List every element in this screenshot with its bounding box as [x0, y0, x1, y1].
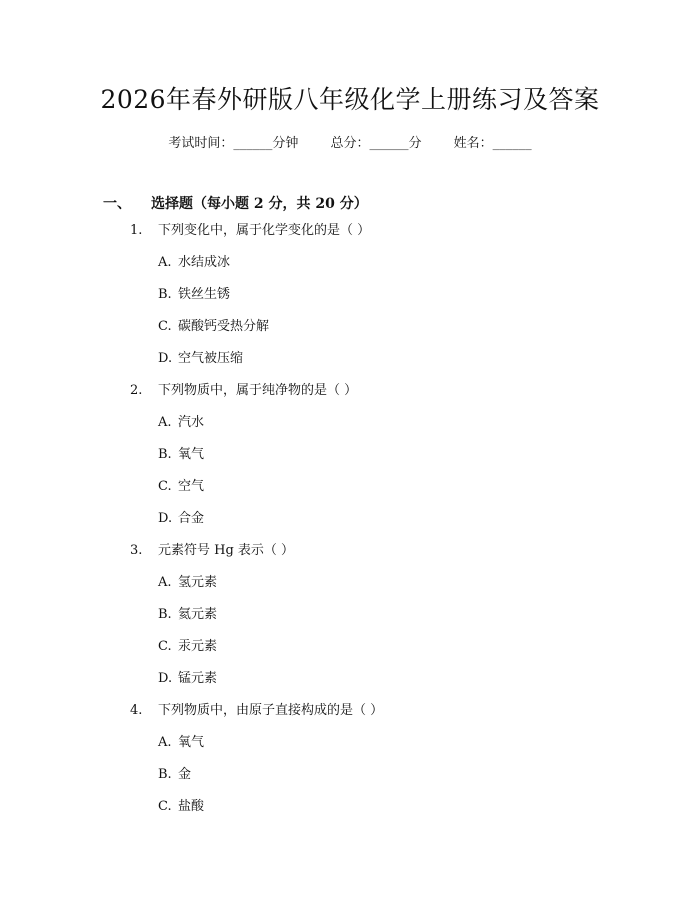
option-text: 空气 [178, 479, 205, 494]
option-4b [0, 759, 700, 791]
option-text: 水结成冰 [178, 255, 231, 270]
option-1a [0, 247, 700, 279]
section-number: 一、 [103, 196, 131, 212]
option-text: 盐酸 [178, 799, 205, 814]
option-text: 铁丝生锈 [178, 287, 231, 302]
question-1 [0, 215, 700, 247]
option-2d [0, 503, 700, 535]
section-heading [103, 193, 368, 213]
student-name: 姓名：______ [453, 136, 532, 151]
option-3b [0, 599, 700, 631]
option-label: B. [158, 287, 172, 302]
question-text: 下列变化中，属于化学变化的是（ ） [158, 223, 371, 238]
option-label: D. [158, 671, 173, 686]
option-3c [0, 631, 700, 663]
question-number: 2. [130, 383, 143, 398]
question-2 [0, 375, 700, 407]
question-text: 元素符号 Hg 表示（ ） [158, 543, 295, 558]
option-text: 金 [178, 767, 192, 782]
option-text: 氢元素 [178, 575, 218, 590]
option-label: B. [158, 767, 172, 782]
option-text: 碳酸钙受热分解 [178, 319, 270, 334]
option-text: 锰元素 [178, 671, 218, 686]
option-4c [0, 791, 700, 823]
option-label: A. [158, 255, 172, 270]
option-2b [0, 439, 700, 471]
exam-meta [0, 132, 700, 151]
option-1d [0, 343, 700, 375]
question-number: 4. [130, 703, 143, 718]
section-title: 选择题（每小题 2 分，共 20 分） [151, 196, 368, 212]
option-label: C. [158, 319, 172, 334]
question-number: 3. [130, 543, 143, 558]
option-label: C. [158, 479, 172, 494]
exam-score: 总分：______分 [330, 136, 422, 151]
option-4a [0, 727, 700, 759]
option-1c [0, 311, 700, 343]
option-label: D. [158, 511, 173, 526]
question-text: 下列物质中，属于纯净物的是（ ） [158, 383, 358, 398]
page-title: 2026年春外研版八年级化学上册练习及答案 [100, 85, 600, 114]
option-label: C. [158, 799, 172, 814]
option-3a [0, 567, 700, 599]
option-label: C. [158, 639, 172, 654]
option-label: A. [158, 735, 172, 750]
option-text: 氧气 [178, 735, 205, 750]
question-text: 下列物质中，由原子直接构成的是（ ） [158, 703, 384, 718]
question-list [0, 215, 700, 823]
option-label: B. [158, 447, 172, 462]
option-2a [0, 407, 700, 439]
question-4 [0, 695, 700, 727]
option-text: 氧气 [178, 447, 205, 462]
option-2c [0, 471, 700, 503]
option-text: 空气被压缩 [178, 351, 244, 366]
option-text: 合金 [178, 511, 205, 526]
option-label: B. [158, 607, 172, 622]
exam-time: 考试时间：______分钟 [168, 136, 299, 151]
option-text: 汞元素 [178, 639, 218, 654]
option-text: 汽水 [178, 415, 205, 430]
option-label: A. [158, 415, 172, 430]
option-3d [0, 663, 700, 695]
option-1b [0, 279, 700, 311]
option-text: 氦元素 [178, 607, 218, 622]
question-number: 1. [130, 223, 143, 238]
option-label: A. [158, 575, 172, 590]
option-label: D. [158, 351, 173, 366]
question-3 [0, 535, 700, 567]
